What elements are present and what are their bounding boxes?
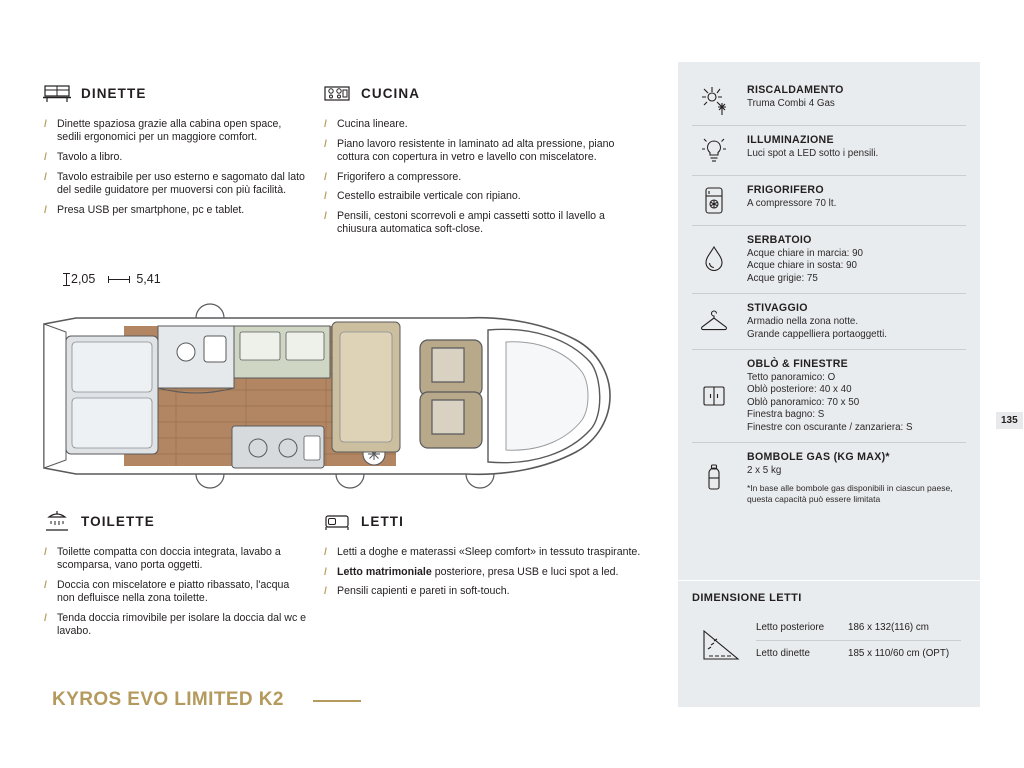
list-item: / Doccia con miscelatore e piatto ribassato, l'acqua non defluisce nella zona toilette.	[42, 579, 308, 605]
list-item: / Presa USB per smartphone, pc e tablet.	[42, 204, 308, 217]
list-item: / Frigorifero a compressore.	[322, 171, 642, 184]
spec-line: Acque grigie: 75	[747, 272, 818, 284]
list-item: / Dinette spaziosa grazie alla cabina open space, sedili ergonomici per un maggiore comfort.	[42, 118, 308, 144]
spec-title: SERBATOIO	[747, 234, 812, 246]
section-header	[42, 80, 308, 106]
spec-line: A compressore 70 lt.	[747, 198, 837, 209]
spec-line: Finestra bagno: S	[747, 409, 825, 421]
spec-title: RISCALDAMENTO	[747, 84, 844, 96]
page-title: KYROS EVO LIMITED K2	[52, 689, 284, 710]
list-item: / Letti a doghe e materassi «Sleep comfort» in tessuto traspirante.	[322, 546, 642, 559]
spec-line: Oblò posteriore: 40 x 40	[747, 384, 852, 396]
section-bullets	[42, 546, 308, 638]
section-title: DINETTE	[81, 85, 147, 101]
section-bullets	[322, 546, 642, 599]
spec-line: Armadio nella zona notte.	[747, 316, 859, 328]
section-bullets	[42, 118, 308, 217]
spec-frigorifero	[692, 176, 966, 226]
spec-line: Truma Combi 4 Gas	[747, 98, 835, 109]
bed-value: 186 x 132(116) cm	[848, 622, 929, 633]
spec-line: Grande cappelliera portaoggetti.	[747, 328, 887, 340]
table-row	[756, 615, 961, 641]
bed-icon	[322, 508, 352, 534]
list-item: / Piano lavoro resistente in laminato ad alta pressione, piano cottura con copertura in vetro e lavello con miscelatore.	[322, 138, 642, 164]
section-dinette	[42, 80, 308, 223]
list-item: / Pensili capienti e pareti in soft-touch.	[322, 585, 642, 598]
bed-label: Letto posteriore	[756, 622, 825, 633]
spec-illuminazione	[692, 126, 966, 176]
spec-footnote: *In base alle bombole gas disponibili in ciascun paese, questa capacità può essere limitata	[747, 483, 953, 505]
spec-title: OBLÒ & FINESTRE	[747, 358, 849, 371]
dinette-icon	[42, 80, 72, 106]
list-item: / Pensili, cestoni scorrevoli e ampi cassetti sotto il lavello a chiusura automatica soft-close.	[322, 210, 642, 236]
water-drop-icon	[692, 233, 736, 285]
section-header	[322, 80, 642, 106]
beds-table	[756, 615, 961, 666]
section-bullets	[322, 118, 642, 236]
section-toilette	[42, 508, 308, 645]
width-value: 5,41	[136, 272, 161, 286]
spec-line: Finestre con oscurante / zanzariera: S	[747, 421, 913, 433]
lightbulb-icon	[692, 133, 736, 167]
list-item: / Tavolo estraibile per uso esterno e sagomato dal lato del sedile guidatore per muoversi con più facilità.	[42, 171, 308, 197]
page-number: 135	[996, 412, 1023, 429]
specs-list	[692, 76, 966, 513]
list-item: / Cestello estraibile verticale con ripiano.	[322, 190, 642, 203]
list-item: / Tavolo a libro.	[42, 151, 308, 164]
spec-line: 2 x 5 kg	[747, 465, 782, 477]
spec-title: FRIGORIFERO	[747, 184, 824, 196]
section-title: LETTI	[361, 513, 404, 529]
ruler-icon	[698, 623, 748, 667]
section-title: CUCINA	[361, 85, 421, 101]
spec-line: Acque chiare in marcia: 90	[747, 248, 863, 259]
section-cucina	[322, 80, 642, 243]
spec-riscaldamento	[692, 76, 966, 126]
beds-dimensions-panel	[678, 580, 980, 707]
list-item: / Toilette compatta con doccia integrata, lavabo a scomparsa, vano porta oggetti.	[42, 546, 308, 572]
height-marker	[66, 273, 67, 286]
floorplan	[36, 296, 636, 496]
dimensions-row	[66, 272, 161, 286]
gas-bottle-icon	[692, 450, 736, 505]
title-rule	[313, 700, 361, 702]
list-item: / Tenda doccia rimovibile per isolare la doccia dal wc e lavabo.	[42, 612, 308, 638]
spec-line: Acque chiare in sosta: 90	[747, 260, 858, 272]
table-row	[756, 641, 961, 666]
list-item: / Cucina lineare.	[322, 118, 642, 131]
spec-line: Tetto panoramico: O	[747, 372, 836, 384]
spec-line: Oblò panoramico: 70 x 50	[747, 396, 860, 408]
width-marker	[108, 279, 130, 280]
spec-title: ILLUMINAZIONE	[747, 134, 834, 146]
spec-oblo-finestre	[692, 350, 966, 443]
spec-stivaggio	[692, 294, 966, 350]
height-value: 2,05	[71, 272, 96, 286]
hanger-icon	[692, 301, 736, 341]
section-letti	[322, 508, 642, 605]
spec-title: STIVAGGIO	[747, 302, 808, 315]
section-header	[322, 508, 642, 534]
kitchen-icon	[322, 80, 352, 106]
list-item: / Letto matrimoniale posteriore, presa USB e luci spot a led.	[322, 566, 642, 579]
heating-icon	[692, 83, 736, 117]
fridge-icon	[692, 183, 736, 217]
section-title: TOILETTE	[81, 513, 155, 529]
spec-bombole-gas	[692, 443, 966, 513]
shower-icon	[42, 508, 72, 534]
spec-line: Luci spot a LED sotto i pensili.	[747, 148, 879, 159]
bed-value: 185 x 110/60 cm (OPT)	[848, 648, 950, 659]
spec-serbatoio	[692, 226, 966, 294]
section-header	[42, 508, 308, 534]
spec-title: BOMBOLE GAS (KG MAX)*	[747, 451, 890, 464]
window-icon	[692, 357, 736, 434]
beds-title: DIMENSIONE LETTI	[692, 592, 802, 604]
bed-label: Letto dinette	[756, 648, 810, 659]
